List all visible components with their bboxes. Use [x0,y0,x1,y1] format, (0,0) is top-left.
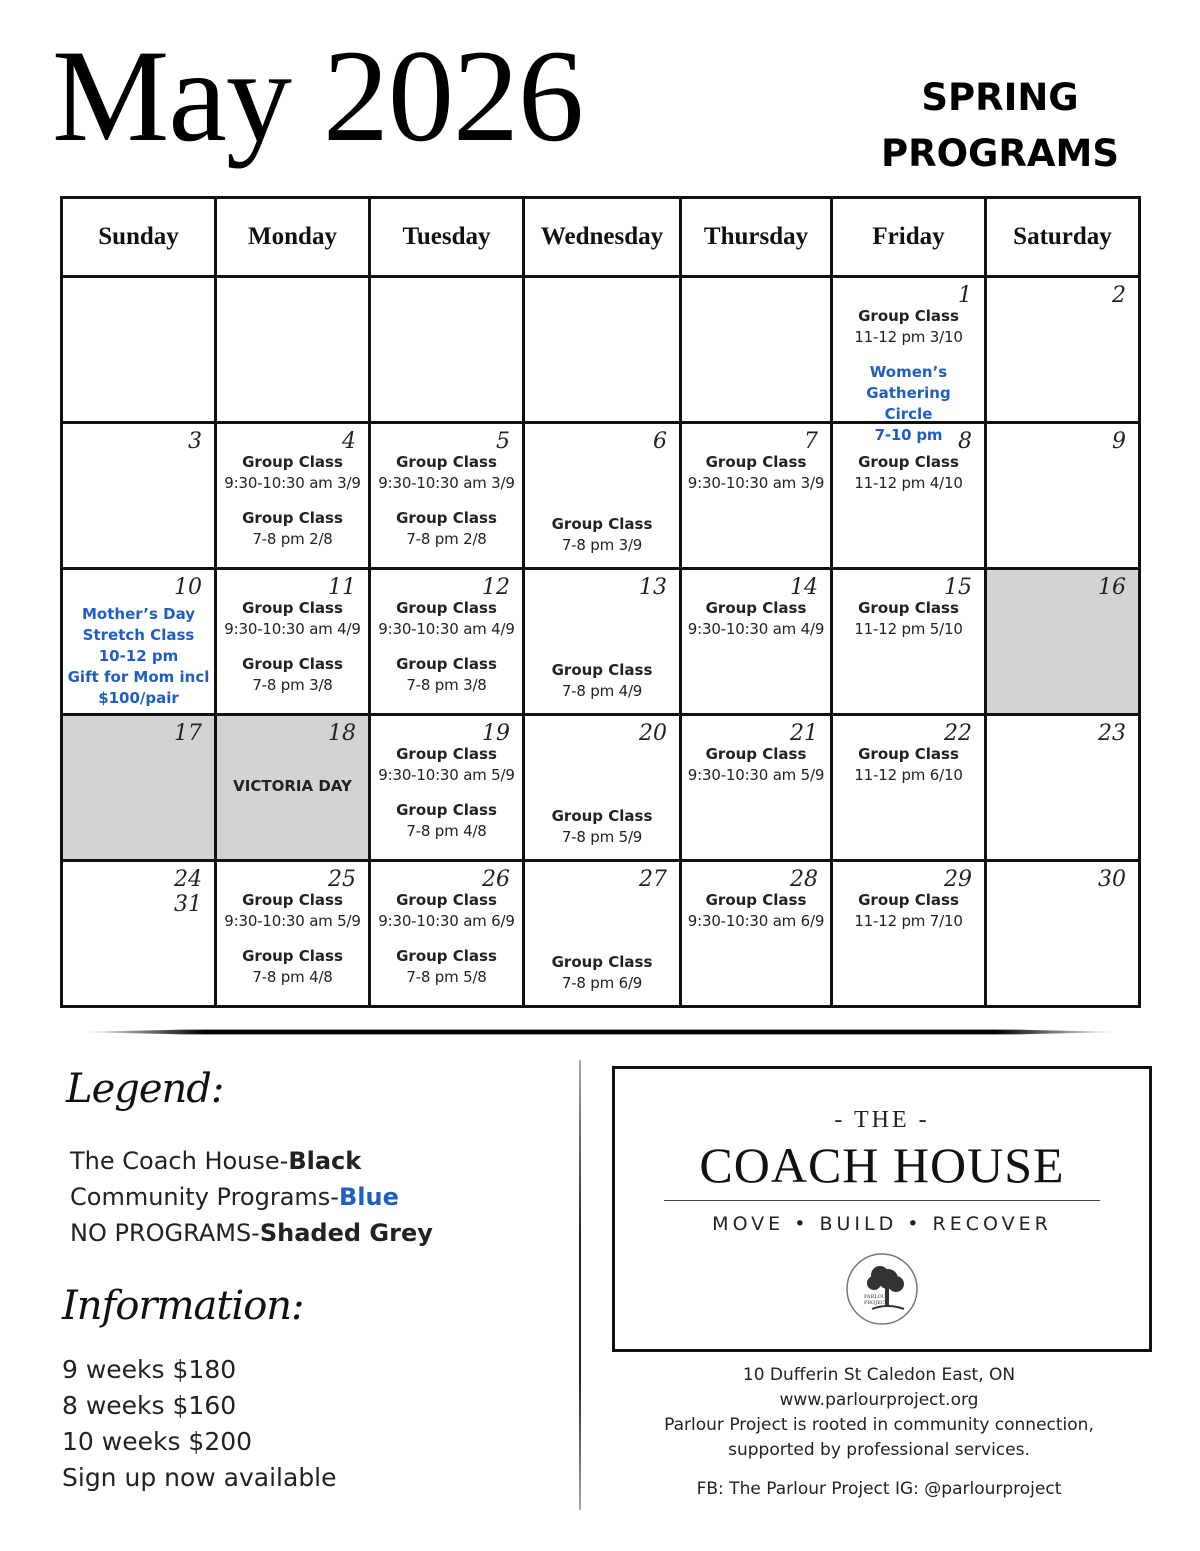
event-time: 11-12 pm 6/10 [854,766,963,784]
event-title: Group Class [858,599,959,617]
day-events [63,604,214,709]
mission-line: Parlour Project is rooted in community connection, [664,1415,1094,1435]
legend-item: NO PROGRAMS-Shaded Grey [70,1219,433,1247]
logo-the: - THE - [834,1107,930,1133]
day-events [525,660,679,716]
event-time: 7-8 pm 3/9 [561,536,643,554]
calendar-day-cell [62,569,216,715]
legend-heading: Legend: [66,1066,224,1112]
calendar-day-cell [524,715,681,861]
event-title: Group Class [396,801,497,819]
day-number: 3 [188,429,202,454]
calendar-day-cell [832,861,986,1007]
day-number: 23 [1098,721,1126,746]
event-title: Group Class [242,453,343,471]
event-title: Group Class [396,947,497,965]
calendar-day-cell [681,277,832,423]
day-events [833,890,984,946]
calendar-body [62,277,1140,1007]
group-class-event [217,452,368,494]
event-time: 11-12 pm 7/10 [854,912,963,930]
group-class-event [833,744,984,786]
event-time: 7-8 pm 5/8 [406,968,487,986]
calendar-day-cell [832,423,986,569]
logo-rule [664,1200,1100,1201]
event-time: 7-8 pm 2/8 [406,530,487,548]
calendar-day-cell [370,277,524,423]
calendar-day-cell [832,569,986,715]
weekday-header: Friday [832,198,986,277]
day-number: 20 [639,721,667,746]
logo-tagline: MOVE • BUILD • RECOVER [712,1213,1052,1235]
day-events [682,744,830,800]
event-title: Group Class [396,745,497,763]
group-class-event [525,660,679,702]
address: 10 Dufferin St Caledon East, ON [742,1365,1016,1385]
calendar-day-cell [370,423,524,569]
calendar-day-cell [62,277,216,423]
group-class-event [371,452,522,494]
event-time: 9:30-10:30 am 3/9 [687,474,825,492]
event-time: 7-10 pm [874,426,943,444]
event-title: Group Class [396,599,497,617]
event-title: Group Class [858,307,959,325]
legend-item: The Coach House-Black [70,1147,362,1175]
group-class-event [833,452,984,494]
event-time: 7-8 pm 4/9 [561,682,643,700]
calendar-day-cell [524,423,681,569]
calendar-day-cell [370,715,524,861]
event-title: Group Class [551,515,653,533]
calendar-day-cell [986,715,1140,861]
day-number: 19 [482,721,510,746]
day-events [217,598,368,710]
day-events [525,514,679,570]
day-number: 22 [944,721,972,746]
day-number: 6 [653,429,667,454]
community-event-line: Mother’s Day [81,605,196,623]
community-event-line: Stretch Class [82,626,195,644]
weekday-header: Tuesday [370,198,524,277]
group-class-event [371,508,522,550]
event-title: Group Class [705,891,807,909]
weekday-header: Thursday [681,198,832,277]
calendar-day-cell [216,423,370,569]
information-item: 9 weeks $180 [62,1355,237,1384]
event-title: Group Class [396,509,497,527]
day-events [217,452,368,564]
day-events [525,952,679,1008]
day-events [833,744,984,800]
calendar-day-cell [62,861,216,1007]
event-time: 7-8 pm 3/8 [252,676,333,694]
event-time: 9:30-10:30 am 5/9 [378,766,515,784]
calendar-week-row [62,423,1140,569]
event-time: 9:30-10:30 am 6/9 [378,912,515,930]
day-events [217,744,368,797]
tree-seal-icon [844,1251,920,1327]
event-time: 11-12 pm 3/10 [854,328,963,346]
calendar-day-cell [524,277,681,423]
logo-name: COACH HOUSE [699,1137,1065,1193]
group-class-event [833,890,984,932]
calendar-day-cell [216,861,370,1007]
day-number: 18 [328,721,356,746]
day-number: 10 [174,575,202,600]
information-item: Sign up now available [62,1463,337,1492]
weekday-header: Monday [216,198,370,277]
information-item: 10 weeks $200 [62,1427,253,1456]
group-class-event [682,598,830,640]
calendar-day-cell [832,277,986,444]
group-class-event [682,452,830,494]
season-heading [850,70,1150,182]
day-number: 25 [328,867,356,892]
holiday-label: VICTORIA DAY [233,777,352,795]
event-title: Group Class [705,453,807,471]
group-class-event [371,890,522,932]
event-time: 9:30-10:30 am 4/9 [224,620,361,638]
weekday-header: Wednesday [524,198,681,277]
mission-line: supported by professional services. [728,1440,1030,1460]
day-number: 4 [342,429,356,454]
event-time: 11-12 pm 5/10 [854,620,963,638]
day-number: 21 [790,721,818,746]
group-class-event [217,654,368,696]
website-link[interactable]: www.parlourproject.org [779,1390,979,1410]
day-number: 26 [482,867,510,892]
group-class-event [525,806,679,848]
community-event-line: Gift for Mom incl [67,668,210,686]
day-events [682,890,830,946]
weekday-header: Saturday [986,198,1140,277]
event-time: 7-8 pm 3/8 [406,676,487,694]
day-number: 1 [958,283,972,308]
day-number: 7 [804,429,818,454]
day-events [217,890,368,1002]
calendar-grid [60,196,1141,1008]
information-heading: Information: [62,1283,304,1329]
day-events [371,452,522,564]
day-events [682,452,830,508]
day-number: 15 [944,575,972,600]
calendar-day-cell [681,715,832,861]
vertical-divider [579,1060,581,1510]
day-number: 24 31 [174,867,202,917]
event-title: Group Class [551,661,653,679]
day-number: 9 [1112,429,1126,454]
page-title: May 2026 [52,22,583,169]
day-number: 12 [482,575,510,600]
calendar-day-cell [62,715,216,861]
event-title: Group Class [396,453,497,471]
event-title: Group Class [858,891,959,909]
calendar-day-cell [524,861,681,1007]
day-number: 13 [639,575,667,600]
season-line-2: PROGRAMS [880,132,1120,175]
event-time: 9:30-10:30 am 5/9 [224,912,361,930]
calendar-day-cell [216,569,370,715]
calendar-day-cell [524,569,681,715]
event-title: Group Class [858,453,959,471]
calendar-day-cell [986,861,1140,1007]
group-class-event [217,946,368,988]
weekday-header-row [62,198,1140,277]
calendar-day-cell [370,861,524,1007]
day-number: 29 [944,867,972,892]
event-time: 7-8 pm 5/9 [561,828,643,846]
event-title: Group Class [396,655,497,673]
event-time: 9:30-10:30 am 4/9 [687,620,825,638]
day-number: 11 [328,575,356,600]
event-time: 9:30-10:30 am 6/9 [687,912,825,930]
event-time: 9:30-10:30 am 3/9 [378,474,515,492]
section-divider [80,1029,1120,1035]
day-number: 17 [174,721,202,746]
event-time: 9:30-10:30 am 3/9 [224,474,361,492]
event-title: Group Class [396,891,497,909]
calendar-day-cell [986,423,1140,569]
event-title: Group Class [551,807,653,825]
community-event-line: 10-12 pm [98,647,179,665]
event-title: Group Class [705,745,807,763]
calendar-week-row [62,861,1140,1007]
group-class-event [217,598,368,640]
calendar-week-row [62,715,1140,861]
community-event-line: $100/pair [98,689,179,707]
calendar-day-cell [216,715,370,861]
information-item: 8 weeks $160 [62,1391,237,1420]
day-number: 16 [1098,575,1126,600]
calendar-day-cell [681,423,832,569]
contact-info [612,1363,1146,1463]
calendar-day-cell [216,277,370,423]
day-number: 27 [639,867,667,892]
group-class-event [217,508,368,550]
event-time: 7-8 pm 6/9 [561,974,643,992]
group-class-event [833,306,984,348]
calendar-day-cell [370,569,524,715]
group-class-event [371,598,522,640]
group-class-event [371,744,522,786]
event-title: Women’s Gathering Circle [866,363,951,423]
event-time: 9:30-10:30 am 4/9 [378,620,515,638]
day-number: 5 [496,429,510,454]
day-events [833,598,984,654]
group-class-event [525,952,679,994]
event-title: Group Class [705,599,807,617]
calendar-day-cell [986,277,1140,423]
group-class-event [371,946,522,988]
weekday-header: Sunday [62,198,216,277]
svg-text:PROJECT: PROJECT [864,1300,889,1306]
calendar-day-cell [681,569,832,715]
season-line-1: SPRING [921,76,1079,119]
legend [70,1143,433,1251]
event-time: 7-8 pm 4/8 [252,968,333,986]
legend-item: Community Programs-Blue [70,1183,399,1211]
event-title: Group Class [551,953,653,971]
group-class-event [833,598,984,640]
event-title: Group Class [242,599,343,617]
event-time: 11-12 pm 4/10 [854,474,963,492]
calendar-day-cell [62,423,216,569]
calendar-week-row [62,277,1140,423]
coach-house-logo [612,1066,1152,1352]
day-number: 14 [790,575,818,600]
group-class-event [371,800,522,842]
calendar-day-cell [986,569,1140,715]
calendar-week-row [62,569,1140,715]
group-class-event [525,514,679,556]
day-events [682,598,830,654]
day-events [371,890,522,1002]
event-title: Group Class [242,947,343,965]
day-number: 30 [1098,867,1126,892]
day-number: 2 [1112,283,1126,308]
group-class-event [217,890,368,932]
day-events [371,598,522,710]
event-title: Group Class [242,655,343,673]
day-events [371,744,522,856]
event-time: 7-8 pm 2/8 [252,530,333,548]
event-time: 9:30-10:30 am 5/9 [687,766,825,784]
day-number: 8 [958,429,972,454]
social-handles: FB: The Parlour Project IG: @parlourproject [696,1479,1062,1499]
day-number: 28 [790,867,818,892]
day-events [833,452,984,508]
day-events [525,806,679,862]
group-class-event [371,654,522,696]
svg-text:PARLOUR: PARLOUR [864,1294,890,1300]
group-class-event [682,744,830,786]
calendar-day-cell [681,861,832,1007]
event-title: Group Class [242,509,343,527]
event-title: Group Class [242,891,343,909]
group-class-event [682,890,830,932]
information-list [62,1352,337,1496]
event-time: 7-8 pm 4/8 [406,822,487,840]
event-title: Group Class [858,745,959,763]
calendar-day-cell [832,715,986,861]
